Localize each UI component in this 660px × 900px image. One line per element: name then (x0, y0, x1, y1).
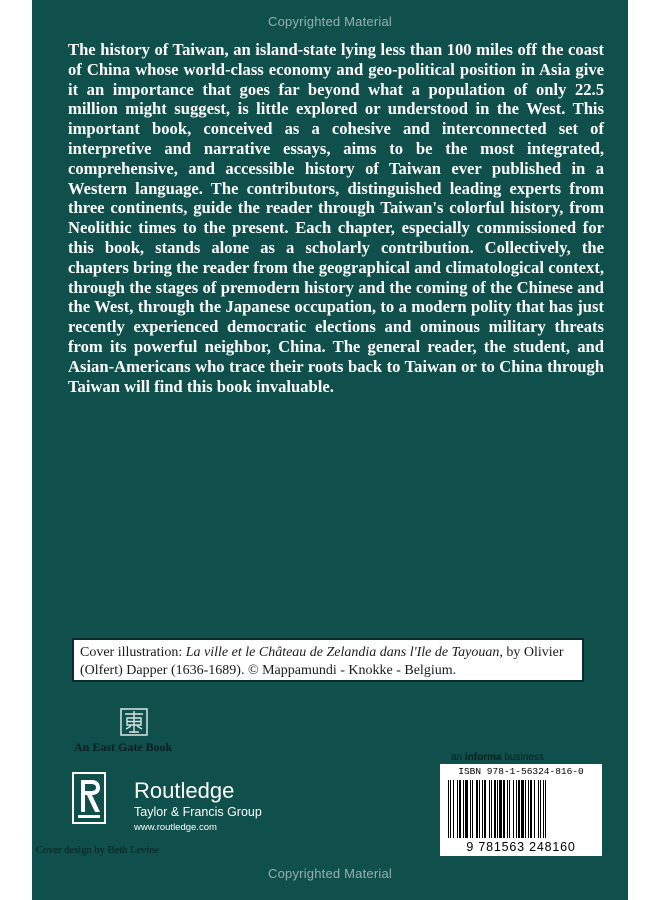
barcode-bar (465, 780, 468, 838)
barcode-bar (509, 780, 510, 838)
barcode-bar (450, 780, 451, 838)
barcode-bar (521, 780, 524, 838)
barcode-bar (472, 780, 473, 838)
barcode-bar (528, 780, 529, 838)
informa-brand: informa (464, 752, 502, 763)
barcode-bar (538, 780, 539, 838)
barcode-bar (525, 780, 526, 838)
barcode-bar (484, 780, 486, 838)
barcode-bar (470, 780, 471, 838)
barcode-bar (448, 780, 449, 838)
publisher-name: Routledge (134, 778, 235, 803)
caption-suffix: by Olivier (Olfert) Dapper (1636-1689). © Mappamundi - Knokke - Belgium. (80, 645, 564, 678)
barcode-bar (516, 780, 517, 838)
isbn-barcode (440, 764, 602, 856)
informa-business-tag (451, 752, 544, 763)
publisher-url: www.routledge.com (134, 822, 217, 833)
barcode-bar (530, 780, 532, 838)
barcode-bar (489, 780, 490, 838)
informa-prefix: an (451, 752, 465, 763)
caption-prefix: Cover illustration: (80, 645, 186, 660)
routledge-logo-icon (72, 772, 106, 824)
isbn-label: ISBN 978-1-56324-816-0 (458, 766, 584, 777)
barcode-bar (513, 780, 514, 838)
publisher-group: Taylor & Francis Group (134, 805, 262, 819)
barcode-bar (507, 780, 508, 838)
cover-illustration-caption (72, 638, 584, 682)
barcode-bar (459, 780, 461, 838)
cover-design-credit: Cover design by Beth Levine (36, 845, 160, 856)
informa-suffix: business (501, 752, 544, 763)
book-back-cover (32, 0, 628, 900)
barcode-bars (446, 780, 596, 840)
barcode-bar (463, 780, 464, 838)
barcode-bar (494, 780, 496, 838)
watermark-bottom: Copyrighted Material (268, 866, 392, 881)
barcode-bar (518, 780, 520, 838)
barcode-bar (482, 780, 483, 838)
barcode-bar (453, 780, 454, 838)
barcode-bar (491, 780, 492, 838)
east-gate-logo-icon (120, 708, 148, 736)
barcode-bar (534, 780, 535, 838)
barcode-bar (476, 780, 478, 838)
barcode-digits: 9 781563 248160 (466, 840, 576, 854)
barcode-bar (545, 780, 546, 838)
book-description: The history of Taiwan, an island-state lying less than 100 miles off the coast of China whose world-class economy and geo-political position in Asia give it an importance that goes far beyond what a population of only 22.5 million might suggest, is little explored or understood in the West. This important book, conceived as a cohesive and interconnected set of interpretive and narrative essays, aims to be the most integrated, comprehensive, and accessible history of Taiwan ever published in a Western language. The contributors, distinguished leading experts from three continents, guide the reader through Taiwan's colorful history, from Neolithic times to the present. Each chapter, especially commissioned for this book, stands alone as a scholarly contribution. Collectively, the chapters bring the reader from the geographical and climatological context, through the stages of premodern history and the coming of the Chinese and the West, through the Japanese occupation, to a modern polity that has just recently experienced democratic elections and ominous military threats from its powerful neighbor, China. The general reader, the student, and Asian-Americans who trace their roots back to Taiwan or to China through Taiwan will find this book invaluable. (68, 40, 604, 396)
east-gate-label: An East Gate Book (74, 740, 173, 754)
barcode-bar (543, 780, 544, 838)
barcode-bar (499, 780, 502, 838)
barcode-bar (540, 780, 541, 838)
barcode-bar (457, 780, 458, 838)
barcode-bar (497, 780, 498, 838)
barcode-bar (503, 780, 505, 838)
watermark-top: Copyrighted Material (268, 14, 392, 29)
caption-artwork-title: La ville et le Château de Zelandia dans l'Ile de Tayouan, (185, 645, 503, 660)
barcode-bar (479, 780, 480, 838)
